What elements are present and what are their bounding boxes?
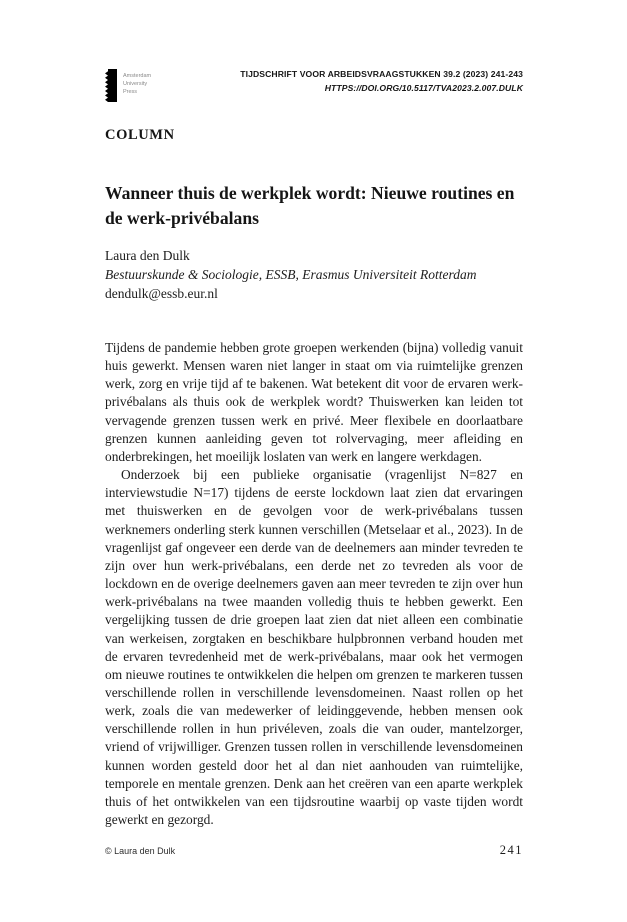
article-body <box>105 339 523 829</box>
doi-link[interactable]: HTTPS://DOI.ORG/10.5117/TVA2023.2.007.DULK <box>324 82 523 93</box>
body-paragraph-1: Tijdens de pandemie hebben grote groepen werkenden (bijna) volledig vanuit huis gewerkt. Mensen waren niet langer in staat om via ruimtelijke grenzen werk, zorg en vrije tijd af te bakenen. Wat betekent dit voor de ervaren werk-privébalans als thuis ook de werkplek wordt? Thuiswerken kan leiden tot vervagende grenzen tussen werk en privé. Meer flexibele en doorlaatbare grenzen kunnen aanleiding geven tot rolvervaging, meer afleiding en onderbrekingen, het moeilijk loslaten van werk en langere werkdagen. <box>105 340 523 464</box>
author-name: Laura den Dulk <box>105 248 190 263</box>
publisher-name-line3: Press <box>123 89 138 95</box>
publisher-name-line1: Amsterdam <box>123 73 152 79</box>
author-email[interactable]: dendulk@essb.eur.nl <box>105 286 218 301</box>
publisher-name-line2: University <box>123 81 148 87</box>
journal-citation: TIJDSCHRIFT VOOR ARBEIDSVRAAGSTUKKEN 39.2 (2023) 241-243 <box>240 69 523 79</box>
page-header <box>105 68 523 110</box>
article-title: Wanneer thuis de werkplek wordt: Nieuwe routines en de werk-privébalans <box>105 183 515 228</box>
journal-info <box>240 68 523 95</box>
copyright-notice: © Laura den Dulk <box>105 846 176 856</box>
publisher-name <box>123 68 151 96</box>
publisher-logo <box>105 68 151 102</box>
author-affiliation: Bestuurskunde & Sociologie, ESSB, Erasmus Universiteit Rotterdam <box>105 267 477 282</box>
aup-logo-icon <box>105 69 117 102</box>
page-footer <box>105 843 523 858</box>
page-number: 241 <box>499 843 523 857</box>
author-block <box>105 246 523 303</box>
section-label: COLUMN <box>105 127 175 143</box>
body-paragraph-2: Onderzoek bij een publieke organisatie (vragenlijst N=827 en interviewstudie N=17) tijdens de eerste lockdown laat zien dat ervaringen met thuiswerken en de gevolgen voor de werk-privébalans tussen werknemers onderling sterk kunnen verschillen (Metselaar et al., 2023). In de vragenlijst gaf ongeveer een derde van de deelnemers aan minder tevreden te zijn over hun werk-privébalans, een derde net zo tevreden als voor de lockdown en de overige deelnemers gaven aan meer tevreden te zijn over hun werk-privébalans na twee maanden volledig thuis te hebben gewerkt. Een vergelijking tussen de drie groepen laat zien dat niet alleen een combinatie van werkeisen, zorgtaken en beschikbare hulpbronnen verband houden met de ervaren tevredenheid met de werk-privébalans, maar ook het vermogen om nieuwe routines te ontwikkelen die helpen om grenzen te markeren tussen verschillende rollen in verschillende levensdomeinen. Naast rollen op het werk, zoals die van medewerker of leidinggevende, hebben mensen ook verschillende rollen in hun privéleven, zoals die van ouder, mantelzorger, vriend of vrijwilliger. Grenzen tussen rollen in verschillende levensdomeinen kunnen worden gesteld door het al dan niet aanhouden van ruimtelijke, temporele en mentale grenzen. Denk aan het creëren van een aparte werkplek thuis of het ontwikkelen van een tijdsroutine waarbij op vaste tijden wordt gewerkt en gezorgd. <box>105 467 523 828</box>
